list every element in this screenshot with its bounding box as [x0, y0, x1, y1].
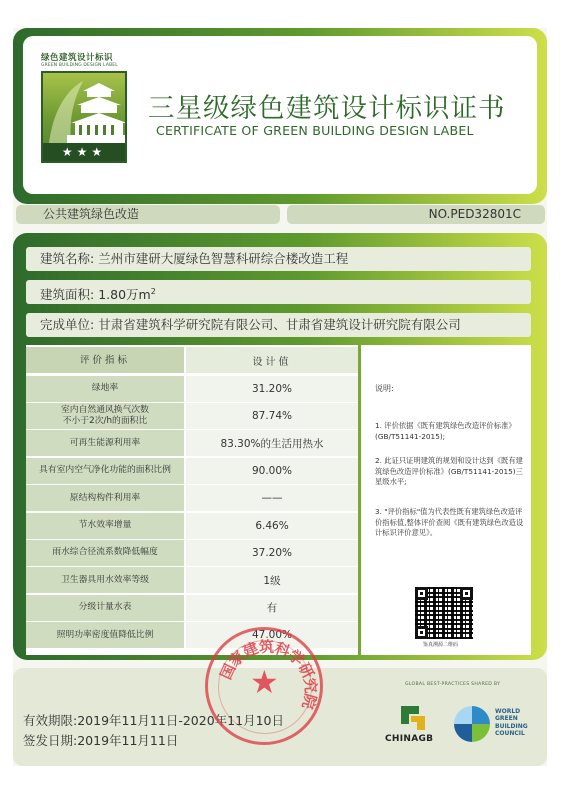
issue-date	[23, 731, 178, 749]
certificate-number: NO.PED32801C	[287, 205, 545, 224]
seal-character: 家	[225, 647, 249, 671]
wgbc-logo-icon	[454, 706, 490, 742]
validity-value: 2019年11月11日-2020年11月10日	[77, 713, 284, 728]
indicator-name: 绿地率	[26, 376, 184, 402]
seal-character: 学	[284, 646, 308, 670]
indicator-value: 31.20%	[186, 376, 358, 402]
indicator-value: ——	[186, 485, 358, 511]
table-row	[26, 513, 358, 539]
completion-unit-value: 甘肃省建筑科学研究院有限公司、甘肃省建筑设计研究院有限公司	[98, 317, 461, 332]
indicator-name: 雨水综合径流系数降低幅度	[26, 540, 184, 566]
indicator-name: 分级计量水表	[26, 595, 184, 621]
qr-finder	[460, 587, 473, 600]
completion-unit-label: 完成单位:	[40, 317, 95, 332]
three-star-icon: ★★★	[43, 143, 125, 161]
table-row	[26, 403, 358, 429]
validity-label: 有效期限:	[23, 713, 78, 728]
seal-character: 筑	[258, 637, 274, 657]
indicator-value: 90.00%	[186, 458, 358, 484]
seal-character: 研	[294, 659, 318, 682]
qr-code[interactable]	[415, 587, 473, 639]
table-header-row	[26, 347, 358, 373]
indicator-name: 照明功率密度值降低比例	[26, 622, 184, 648]
table-row	[26, 567, 358, 593]
note-item-1: 1. 评价依据《既有建筑绿色改造评价标准》(GB/T51141-2015);	[375, 421, 516, 441]
indicator-value: 6.46%	[186, 513, 358, 539]
header-frame	[13, 28, 547, 204]
building-area-value: 1.80万m	[98, 287, 151, 303]
note-item-3: 3. "评价指标"值为代表性既有建筑绿色改造评价指标值,整体评价查阅《既有建筑绿色改造设计标识评价意见》。	[375, 507, 524, 537]
certificate-title-en: CERTIFICATE OF GREEN BUILDING DESIGN LABEL	[156, 123, 474, 138]
indicator-table	[26, 345, 358, 655]
note-item-2: 2. 此证只证明建筑的规划和设计达到《既有建筑绿色改造评价标准》(GB/T51141-2015)三星级水平;	[375, 456, 523, 486]
indicator-name: 室内自然通风换气次数 不小于2次/h的面积比	[26, 403, 184, 429]
indicator-value: 有	[186, 595, 358, 621]
seal-character: 国	[216, 661, 239, 683]
table-row	[26, 622, 358, 648]
details-frame	[13, 233, 547, 660]
issue-date-value: 2019年11月11日	[77, 733, 179, 748]
qr-finder	[415, 626, 428, 639]
table-row	[26, 458, 358, 484]
chinagb-label: CHINAGB	[385, 734, 434, 744]
indicator-name: 原结构构件利用率	[26, 485, 184, 511]
indicator-value: 83.30%的生活用热水	[186, 430, 358, 456]
building-area-row	[26, 280, 531, 304]
notes-title: 说明:	[375, 384, 394, 393]
official-seal	[205, 627, 323, 745]
category-label: 公共建筑绿色改造	[16, 205, 280, 224]
logo-title: 绿色建筑设计标识	[41, 53, 114, 63]
indicator-name: 节水效率增量	[26, 513, 184, 539]
certificate-title: 三星级绿色建筑设计标识证书	[148, 93, 506, 124]
building-name-row	[26, 247, 531, 271]
seal-character: 院	[298, 692, 320, 712]
issue-date-label: 签发日期:	[23, 733, 78, 748]
column-header-indicator: 评价指标	[26, 347, 184, 373]
seal-character: 科	[271, 638, 293, 661]
building-name-label: 建筑名称:	[40, 251, 95, 266]
completion-unit-row	[26, 313, 531, 337]
seal-character: 究	[300, 677, 321, 695]
qr-code-label: 鉴真溯源二维码	[423, 642, 459, 648]
table-row	[26, 540, 358, 566]
table-row	[26, 595, 358, 621]
green-building-logo	[41, 71, 127, 163]
notes-panel	[361, 345, 531, 655]
table-row	[26, 430, 358, 456]
area-unit-superscript: 2	[150, 287, 156, 296]
building-area-label: 建筑面积:	[40, 287, 95, 303]
indicator-name: 可再生能源利用率	[26, 430, 184, 456]
indicator-value: 47.00%	[186, 622, 358, 648]
indicator-name: 具有室内空气净化功能的面积比例	[26, 458, 184, 484]
logo-subtitle: GREEN BUILDING DESIGN LABEL	[41, 63, 118, 68]
temple-icon	[43, 73, 127, 147]
indicator-value: 37.20%	[186, 540, 358, 566]
partners-label: GLOBAL BEST-PRACTICES SHARED BY	[405, 682, 501, 687]
table-row	[26, 376, 358, 402]
qr-finder	[415, 587, 428, 600]
indicator-value: 1级	[186, 567, 358, 593]
seal-star-icon: ★	[250, 663, 279, 701]
table-row	[26, 485, 358, 511]
indicator-value: 87.74%	[186, 403, 358, 429]
indicator-name: 卫生器具用水效率等级	[26, 567, 184, 593]
building-name-value: 兰州市建研大厦绿色智慧科研综合楼改造工程	[98, 251, 349, 266]
wgbc-label: WORLD GREEN BUILDING COUNCIL	[495, 708, 528, 738]
column-header-value: 设计值	[186, 347, 358, 373]
seal-character: 建	[239, 639, 261, 662]
